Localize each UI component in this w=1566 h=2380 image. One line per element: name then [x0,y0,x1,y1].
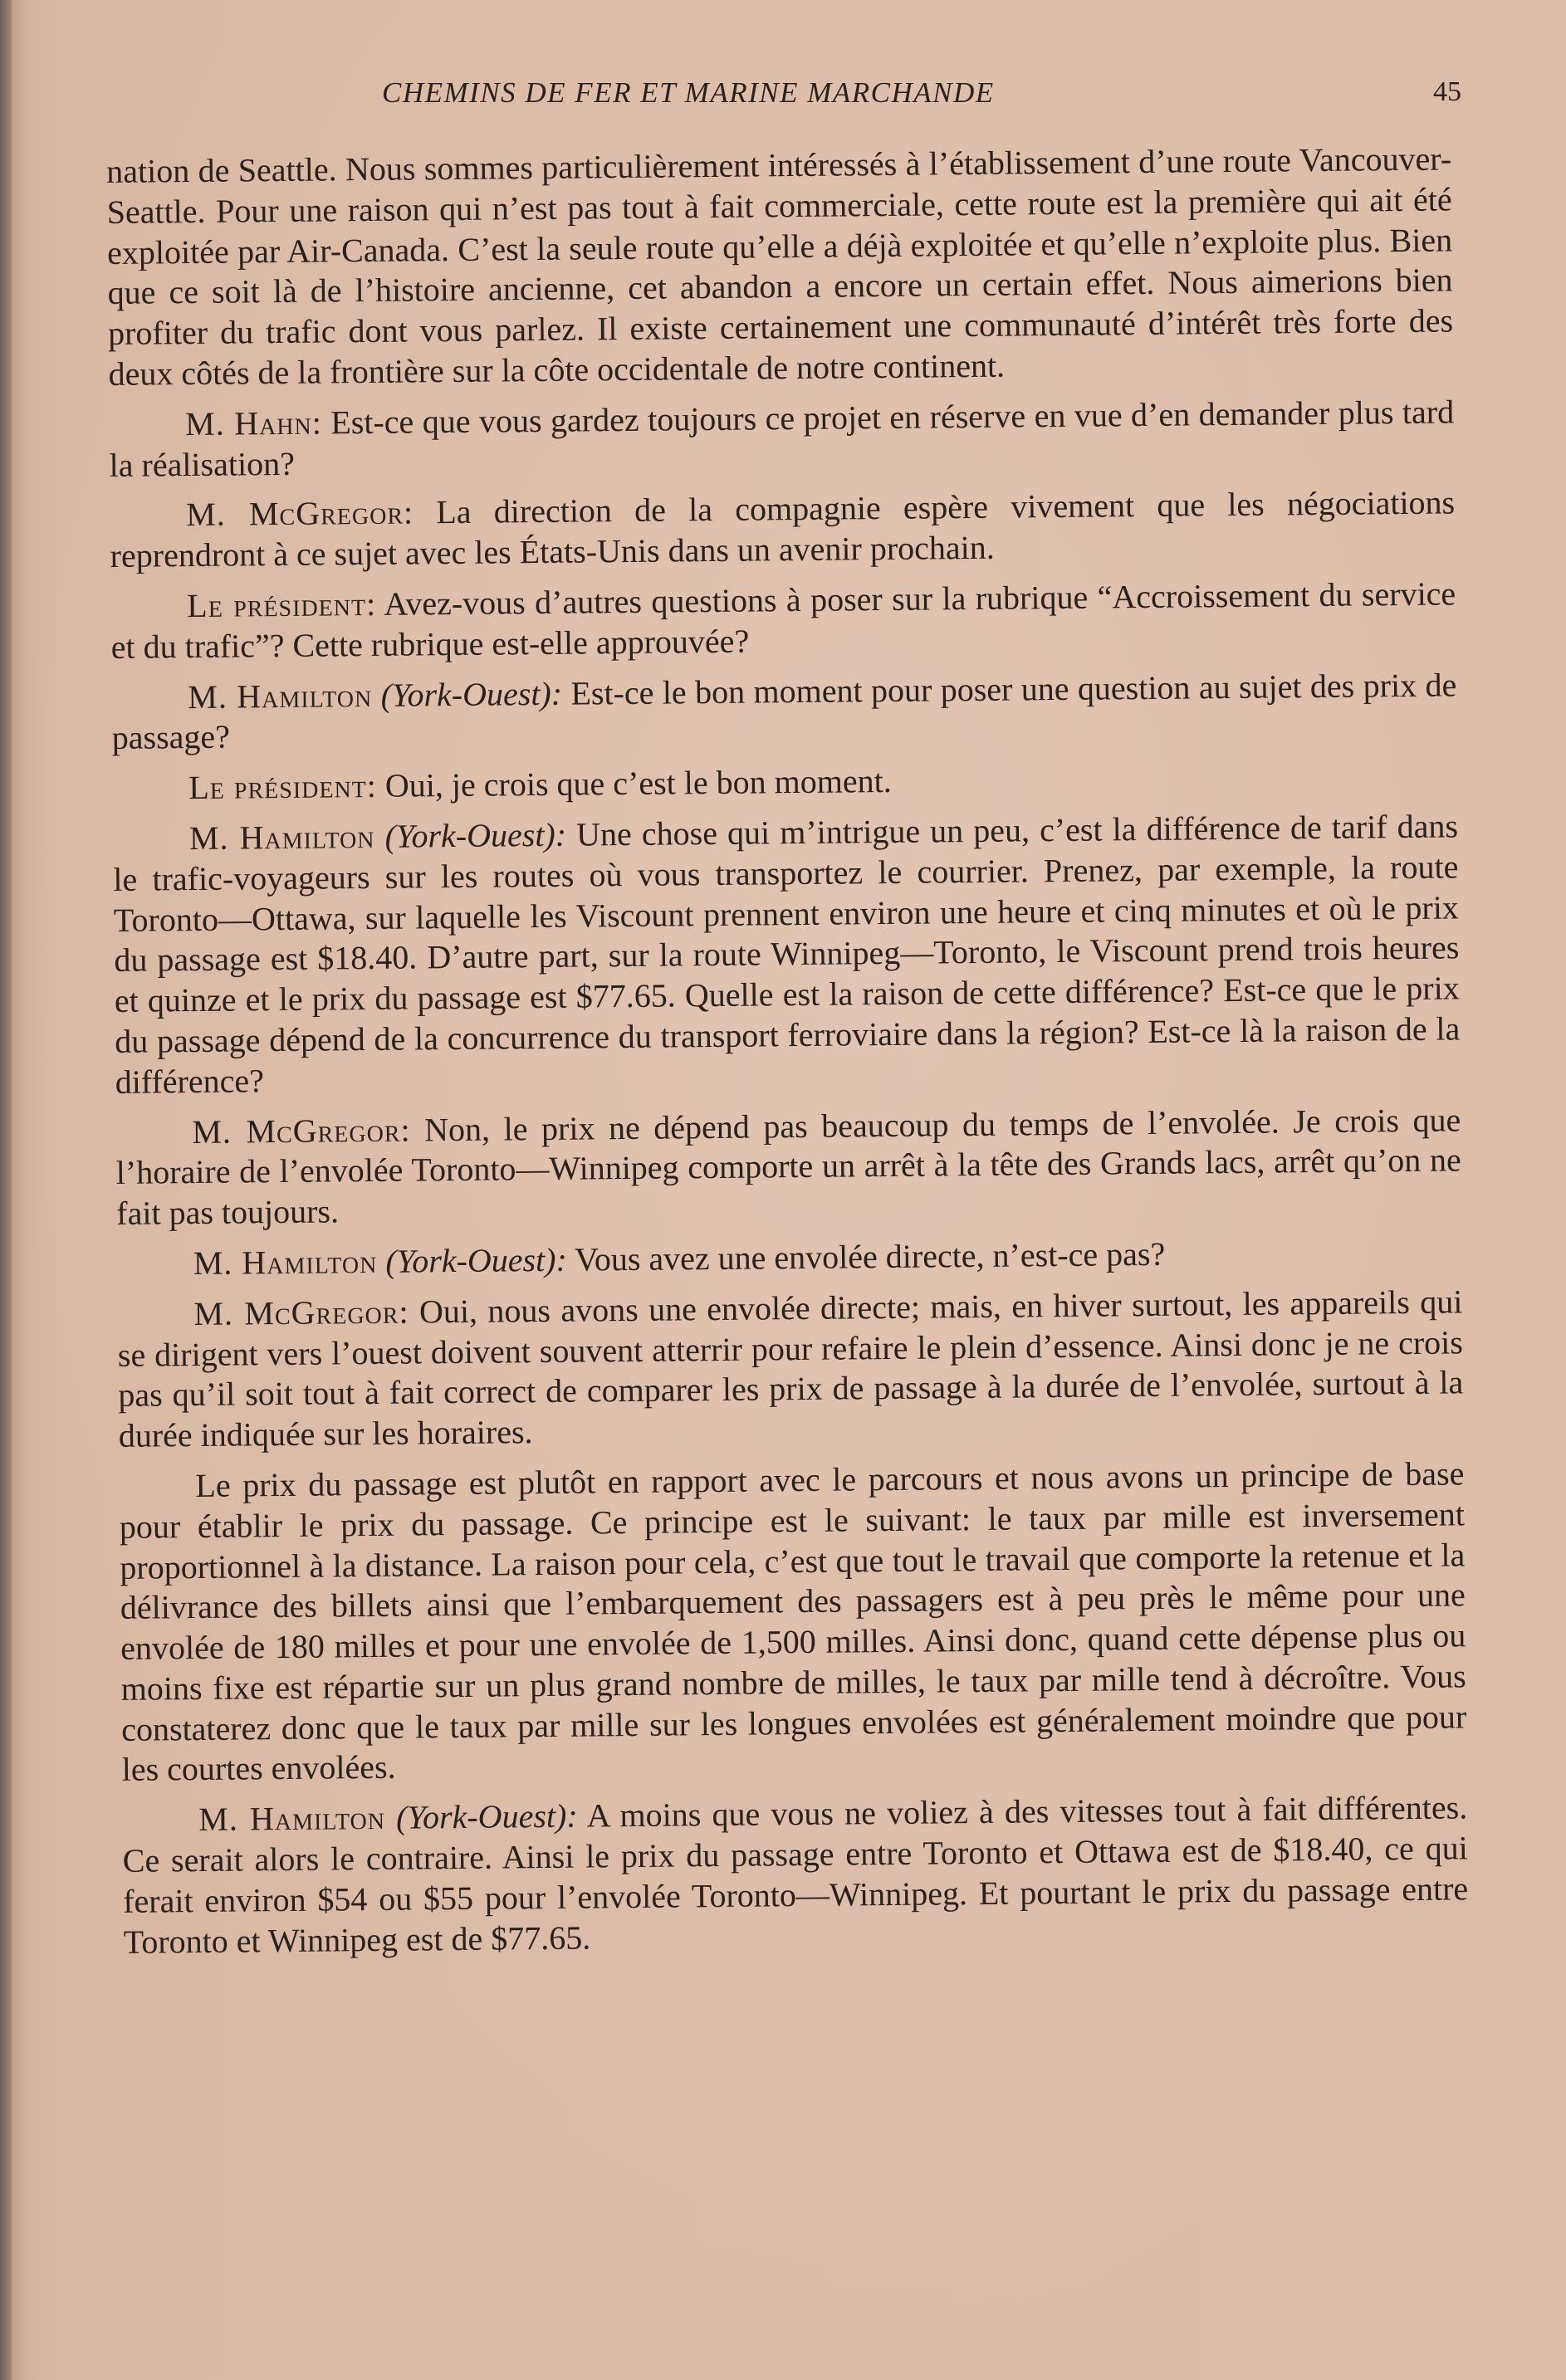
paragraph-text: Est-ce le bon moment pour poser une question au sujet des prix de passage? [111,665,1457,757]
speaker-riding: (York-Ouest): [385,1240,568,1280]
paragraph-text: Oui, je crois que c’est le bon moment. [384,762,892,804]
paragraph-text: Une chose qui m’intrigue un peu, c’est la différence de tarif dans le trafic-voyageurs sur les routes où vous transportez le courrier. Prenez, par exemple, la route Toronto—Ottawa, sur laquelle les Viscount prennent environ une heure et cinq minutes et où le prix du passage est $18.40. D’autre part, sur la route Winnipeg—Toronto, le Viscount prend trois heures et quinze et le prix du passage est $77.65. Quelle est la raison de cette différence? Est-ce que le prix du passage dépend de la concurrence du transport ferroviaire dans la région? Est-ce là la raison de la différence? [113,807,1461,1101]
paragraph-text: Non, le prix ne dépend pas beaucoup du temps de l’envolée. Je crois que l’horaire de l’envolée Toronto—Winnipeg comporte un arrêt à la tête des Grands lacs, arrêt qu’on ne fait pas toujours. [115,1100,1461,1233]
speaker-riding: (York-Ouest): [380,674,563,714]
speaker-name: M. Hamilton [188,817,375,858]
speech-paragraph [109,392,1455,486]
paragraph-text: La direction de la compagnie espère vivement que les négociations reprendront à ce sujet avec les États-Unis dans un avenir prochain. [110,483,1456,575]
speech-paragraph-continued [119,1454,1467,1791]
page-header [100,76,1461,113]
paragraph-text: Avez-vous d’autres questions à poser sur la rubrique “Accroissement du service et du trafic”? Cette rubrique est-elle approuvée? [110,574,1456,666]
speaker-name: M. Hamilton [188,676,373,716]
binding-edge [0,0,12,2380]
speaker-name: M. Hahn: [184,403,323,442]
page-body [106,139,1469,1972]
running-title: CHEMINS DE FER ET MARINE MARCHANDE [382,76,995,109]
speech-paragraph [122,1788,1469,1963]
paragraph-text: Oui, nous avons une envolée directe; mais, en hiver surtout, les appareils qui se dirigent vers l’ouest doivent souvent atterrir pour refaire le plein d’essence. Ainsi donc je ne crois pas qu’il soit tout à fait correct de comparer les prix de passage à la durée de l’envolée, surtout à la durée indiquée sur les horaires. [117,1283,1464,1455]
speaker-name: Le président: [187,584,377,625]
speech-paragraph [113,806,1461,1102]
speech-paragraph [112,756,1457,809]
speaker-name: Le président: [188,767,378,807]
paragraph-text: Est-ce que vous gardez toujours ce projet en réserve en vue d’en demander plus tard la réalisation? [109,393,1455,484]
page-number: 45 [1433,76,1461,107]
speaker-riding: (York-Ouest): [384,815,567,855]
speech-paragraph [115,1100,1461,1234]
speaker-name: M. McGregor: [185,493,414,534]
paragraph-continuation [106,139,1454,394]
speech-paragraph [111,665,1457,759]
speaker-name: M. Hamilton [198,1799,386,1839]
speech-paragraph [110,574,1456,667]
speech-paragraph [117,1282,1464,1457]
paragraph-text: Vous avez une envolée directe, n’est-ce pas? [574,1234,1166,1278]
speech-paragraph [110,483,1456,577]
paragraph-text: A moins que vous ne voliez à des vitesses tout à fait différentes. Ce serait alors le contraire. Ainsi le prix du passage entre Toronto et Ottawa est de $18.40, ce qui ferait environ $54 ou $55 pour l’envolée Toronto—Winnipeg. Et pourtant le prix du passage entre Toronto et Winnipeg est de $77.65. [122,1788,1469,1961]
speech-paragraph [117,1231,1462,1284]
speaker-name: M. Hamilton [193,1242,378,1282]
speaker-name: M. McGregor: [192,1111,411,1151]
paragraph-text: Le prix du passage est plutôt en rapport avec le parcours et nous avons un principe de base pour établir le prix du passage. Ce principe est le suivant: le taux par mille est inversement proportionnel à la distance. La raison pour cela, c’est que tout le travail que comporte la retenue et la délivrance des billets ainsi que l’embarquement des passagers est à peu près le même pour une envolée de 180 milles et pour une envolée de 1,500 milles. Ainsi donc, quand cette dépense plus ou moins fixe est répartie sur un plus grand nombre de milles, le taux par mille tend à décroître. Vous constaterez donc que le taux par mille sur les longues envolées est généralement moindre que pour les courtes envolées. [119,1454,1467,1789]
speaker-riding: (York-Ouest): [395,1796,578,1837]
speaker-name: M. McGregor: [193,1293,409,1332]
paragraph-text: nation de Seattle. Nous sommes particulièrement intéressés à l’établissement d’une route Vancouver-Seattle. Pour une raison qui n’est pas tout à fait commerciale, cette route est la première qui ait été exploitée par Air-Canada. C’est la seule route qu’elle a déjà exploitée et qu’elle n’exploite plus. Bien que ce soit là de l’histoire ancienne, cet abandon a encore un certain effet. Nous aimerions bien profiter du trafic dont vous parlez. Il existe certainement une communauté d’intérêt très forte des deux côtés de la frontière sur la côte occidentale de notre continent. [106,139,1454,393]
